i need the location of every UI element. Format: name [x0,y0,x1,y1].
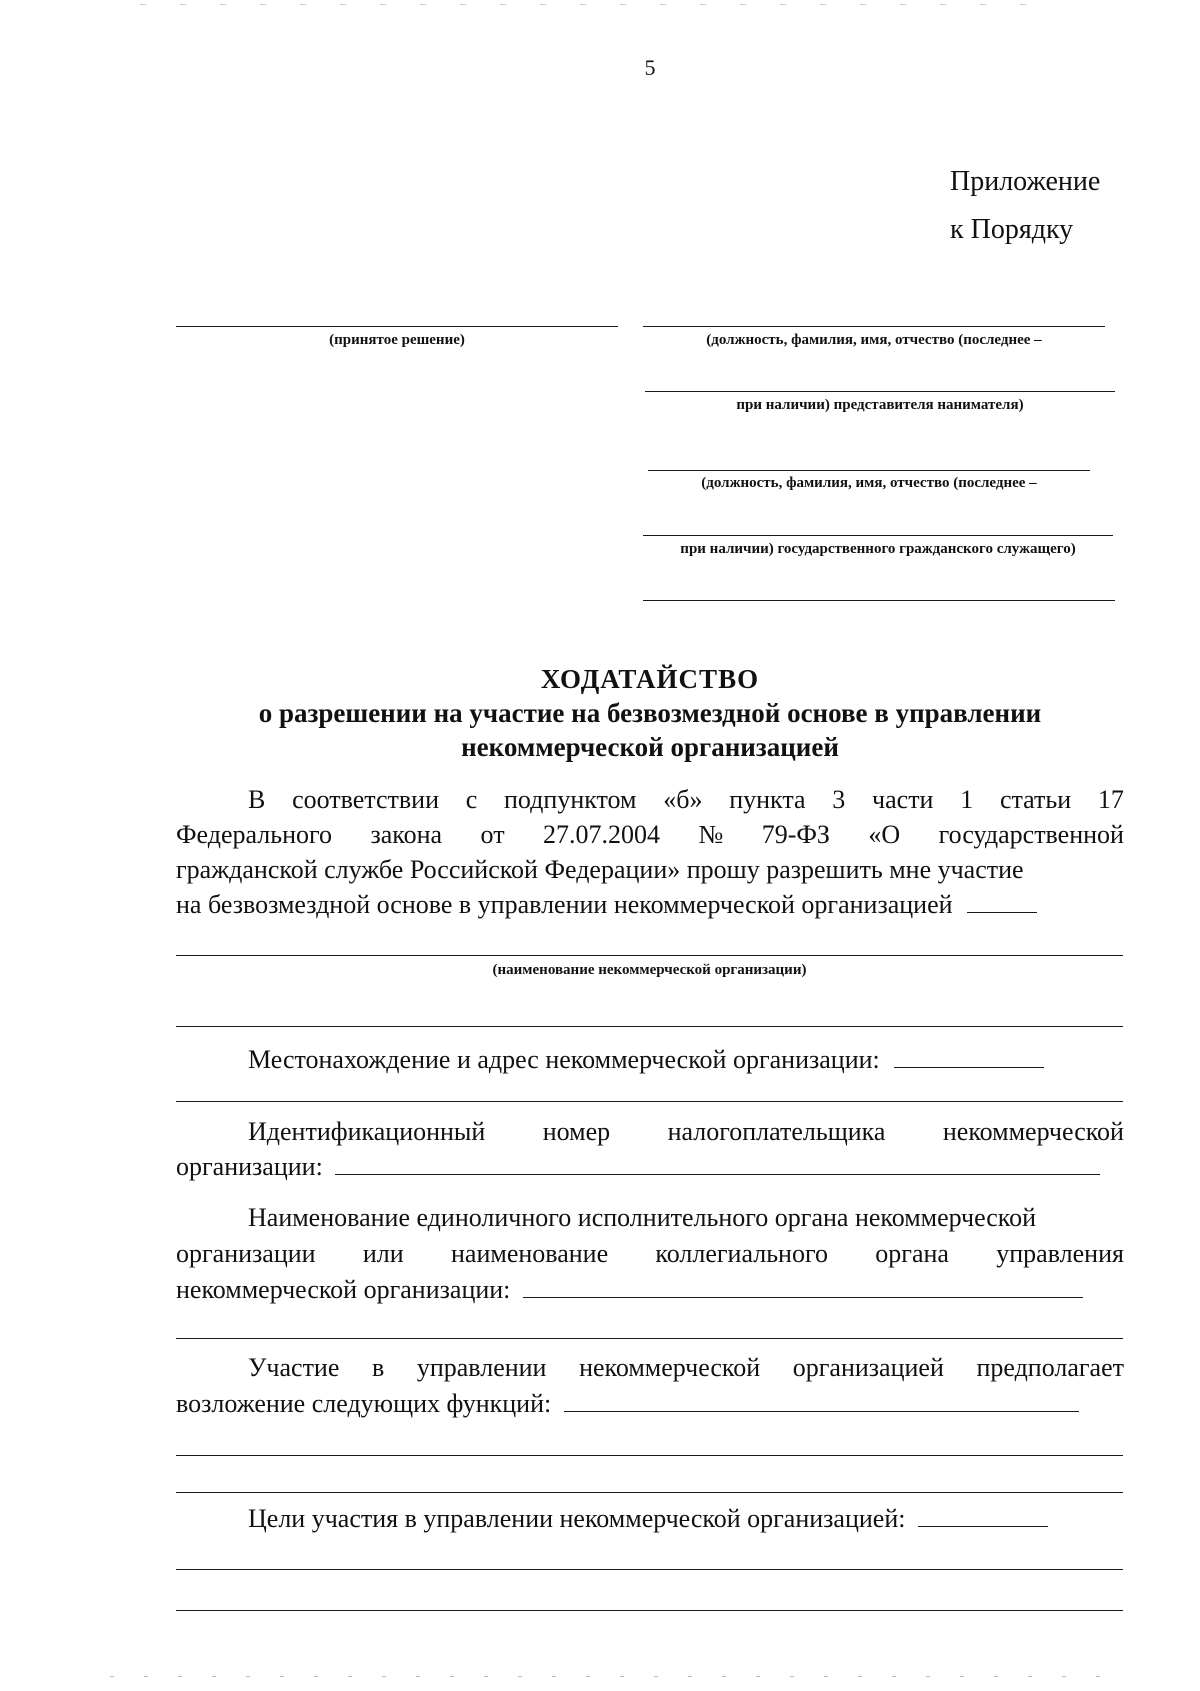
functions-line-1 [248,1350,1124,1385]
inn-field[interactable] [335,1173,1100,1175]
inn-line-1 [248,1114,1124,1149]
para1-line-3: гражданской службе Российской Федерации» прошу разрешить мне участие [176,855,1024,884]
appendix-line-1: Приложение [950,166,1101,197]
para1-line-4-text: на безвозмездной основе в управлении некоммерческой организацией [176,890,953,919]
exec-line-1: Наименование единоличного исполнительного органа некоммерческой [248,1203,1037,1232]
location-field[interactable] [894,1066,1044,1068]
word: некоммерческой [942,1117,1124,1146]
word: 27.07.2004 [543,820,661,849]
word: организации [176,1239,316,1268]
word: наименование [451,1239,609,1268]
word: 17 [1097,785,1124,814]
word: 3 [832,785,846,814]
word: В [248,785,266,814]
word: части [872,785,934,814]
word: статьи [999,785,1072,814]
servant-line-1 [648,470,1090,471]
word: Участие [248,1353,340,1382]
caption-servant-1: (должность, фамилия, имя, отчество (последнее – [701,475,1037,491]
caption-servant-2: при наличии) государственного гражданского служащего) [680,541,1076,557]
exec-body-field-2[interactable] [176,1338,1123,1339]
word: 1 [960,785,974,814]
word: налогоплательщика [667,1117,886,1146]
title-main: ХОДАТАЙСТВО [540,664,760,694]
org-name-field-2[interactable] [176,1026,1123,1027]
word: управления [996,1239,1124,1268]
functions-field[interactable] [564,1410,1079,1412]
para1-line-1 [248,782,1124,817]
org-name-field-start[interactable] [967,911,1037,913]
word: соответствии [292,785,439,814]
decision-line [176,326,618,327]
employer-rep-line-2 [645,391,1115,392]
word: с [465,785,478,814]
location-field-2[interactable] [176,1101,1123,1102]
functions-field-2[interactable] [176,1455,1123,1456]
document-title [100,662,1200,764]
para1-line-2 [176,817,1124,852]
word: «б» [663,785,703,814]
scan-edge-bottom [110,1676,1120,1677]
title-sub-1: о разрешении на участие на безвозмездной основе в управлении [258,698,1042,728]
title-sub-2: некоммерческой организацией [461,732,839,762]
exec-label: некоммерческой организации: [176,1275,511,1304]
word: от [480,820,505,849]
goals-row [248,1501,1124,1536]
caption-decision: (принятое решение) [329,332,465,348]
functions-line-2 [176,1386,1124,1421]
word: пункта [729,785,806,814]
word: номер [542,1117,611,1146]
word: Федерального [176,820,333,849]
servant-line-2 [643,535,1113,536]
location-row [248,1042,1124,1077]
signature-line [643,600,1115,601]
goals-label: Цели участия в управлении некоммерческой организацией: [248,1504,906,1533]
caption-employer-rep-1: (должность, фамилия, имя, отчество (последнее – [706,332,1042,348]
word: государственной [938,820,1124,849]
word: Идентификационный [248,1117,486,1146]
employer-rep-line-1 [643,326,1105,327]
inn-line-2 [176,1149,1124,1184]
caption-employer-rep-2: при наличии) представителя нанимателя) [736,397,1024,413]
word: «О [868,820,901,849]
word: коллегиального [655,1239,828,1268]
goals-field[interactable] [918,1525,1048,1527]
caption-org-name: (наименование некоммерческой организации) [492,962,807,978]
word: органа [875,1239,949,1268]
word: в [371,1353,385,1382]
org-name-field[interactable] [176,955,1123,956]
word: подпунктом [504,785,637,814]
goals-field-2[interactable] [176,1569,1123,1570]
word: управлении [416,1353,547,1382]
location-label: Местонахождение и адрес некоммерческой организации: [248,1045,880,1074]
scan-edge-top [140,4,1040,5]
word: № [698,820,724,849]
para1-line-4 [176,887,1124,922]
goals-field-3[interactable] [176,1610,1123,1611]
exec-line-2 [176,1236,1124,1271]
word: организацией [792,1353,944,1382]
functions-label: возложение следующих функций: [176,1389,552,1418]
page-number: 5 [644,55,656,80]
exec-body-field[interactable] [523,1296,1083,1298]
word: или [362,1239,404,1268]
word: 79-ФЗ [761,820,830,849]
inn-label: организации: [176,1152,323,1181]
word: предполагает [976,1353,1124,1382]
appendix-line-2: к Порядку [950,214,1074,245]
exec-line-3 [176,1272,1124,1307]
word: некоммерческой [579,1353,761,1382]
appendix-label [950,158,1110,254]
word: закона [370,820,443,849]
functions-field-3[interactable] [176,1492,1123,1493]
